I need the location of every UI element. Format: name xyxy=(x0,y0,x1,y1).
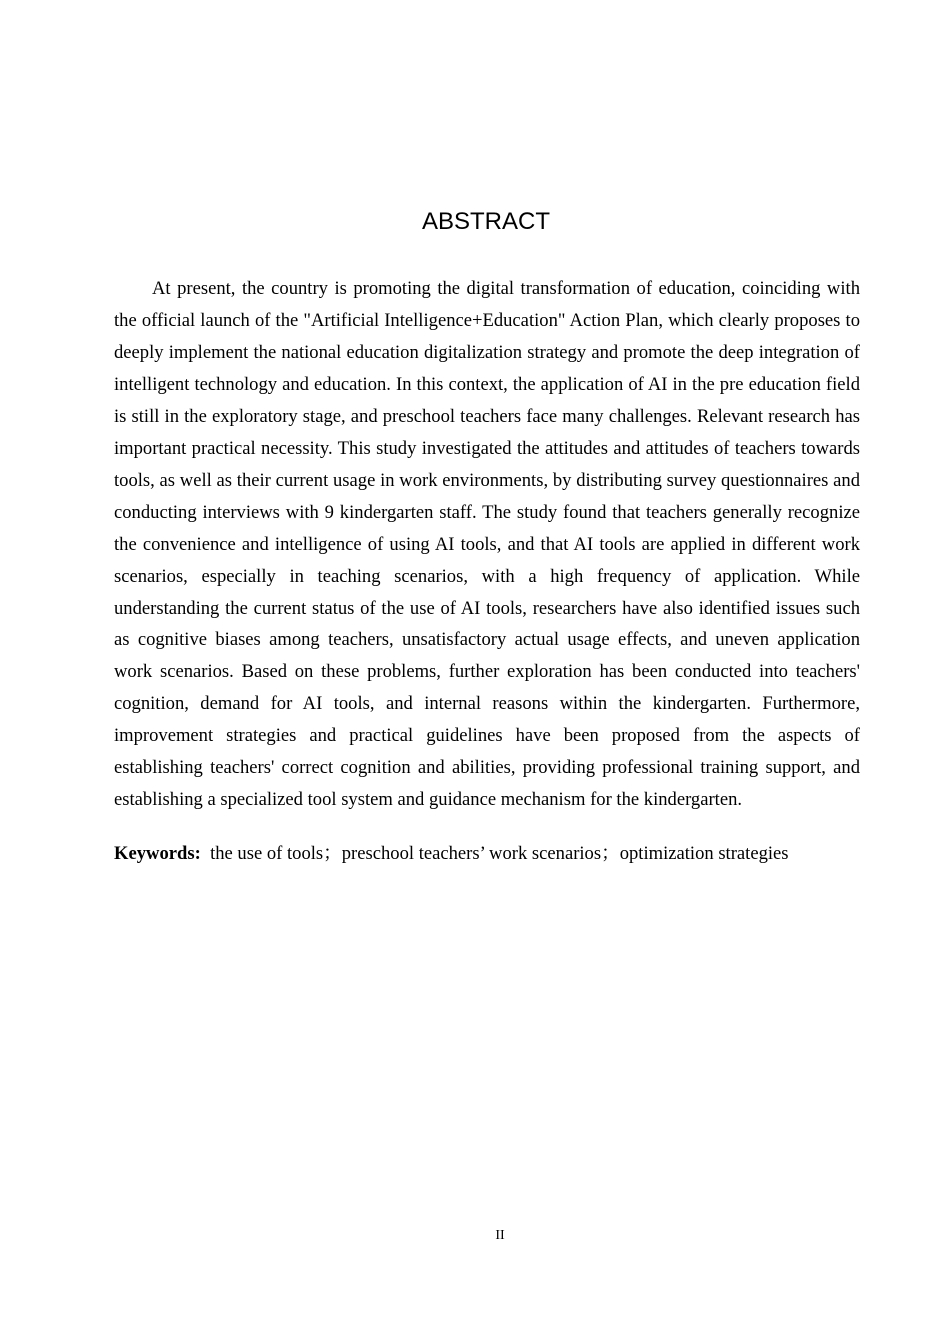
keywords-text: the use of tools；preschool teachers’ work scenarios；optimization strategies xyxy=(210,843,789,864)
keywords-label: Keywords: xyxy=(114,843,201,864)
abstract-title: ABSTRACT xyxy=(421,208,550,235)
keywords-line xyxy=(114,838,874,870)
abstract-paragraph: At present, the country is promoting the digital transformation of education, coinciding with the official launch of the "Artificial Intelligence+Education" Action Plan, which clearly proposes to deeply implement the national education digitalization strategy and promote the deep integration of intelligent technology and education. In this context, the application of AI in the pre education field is still in the exploratory stage, and preschool teachers face many challenges. Relevant research has important practical necessity. This study investigated the attitudes and attitudes of teachers towards tools, as well as their current usage in work environments, by distributing survey questionnaires and conducting interviews with 9 kindergarten staff. The study found that teachers generally recognize the convenience and intelligence of using AI tools, and that AI tools are applied in different work scenarios, especially in teaching scenarios, with a high frequency of application. While understanding the current status of the use of AI tools, researchers have also identified issues such as cognitive biases among teachers, unsatisfactory actual usage effects, and uneven application work scenarios. Based on these problems, further exploration has been conducted into teachers' cognition, demand for AI tools, and internal reasons within the kindergarten. Furthermore, improvement strategies and practical guidelines have been proposed from the aspects of establishing teachers' correct cognition and abilities, providing professional training support, and establishing a specialized tool system and guidance mechanism for the kindergarten. xyxy=(114,278,860,811)
page-number: II xyxy=(495,1228,505,1243)
